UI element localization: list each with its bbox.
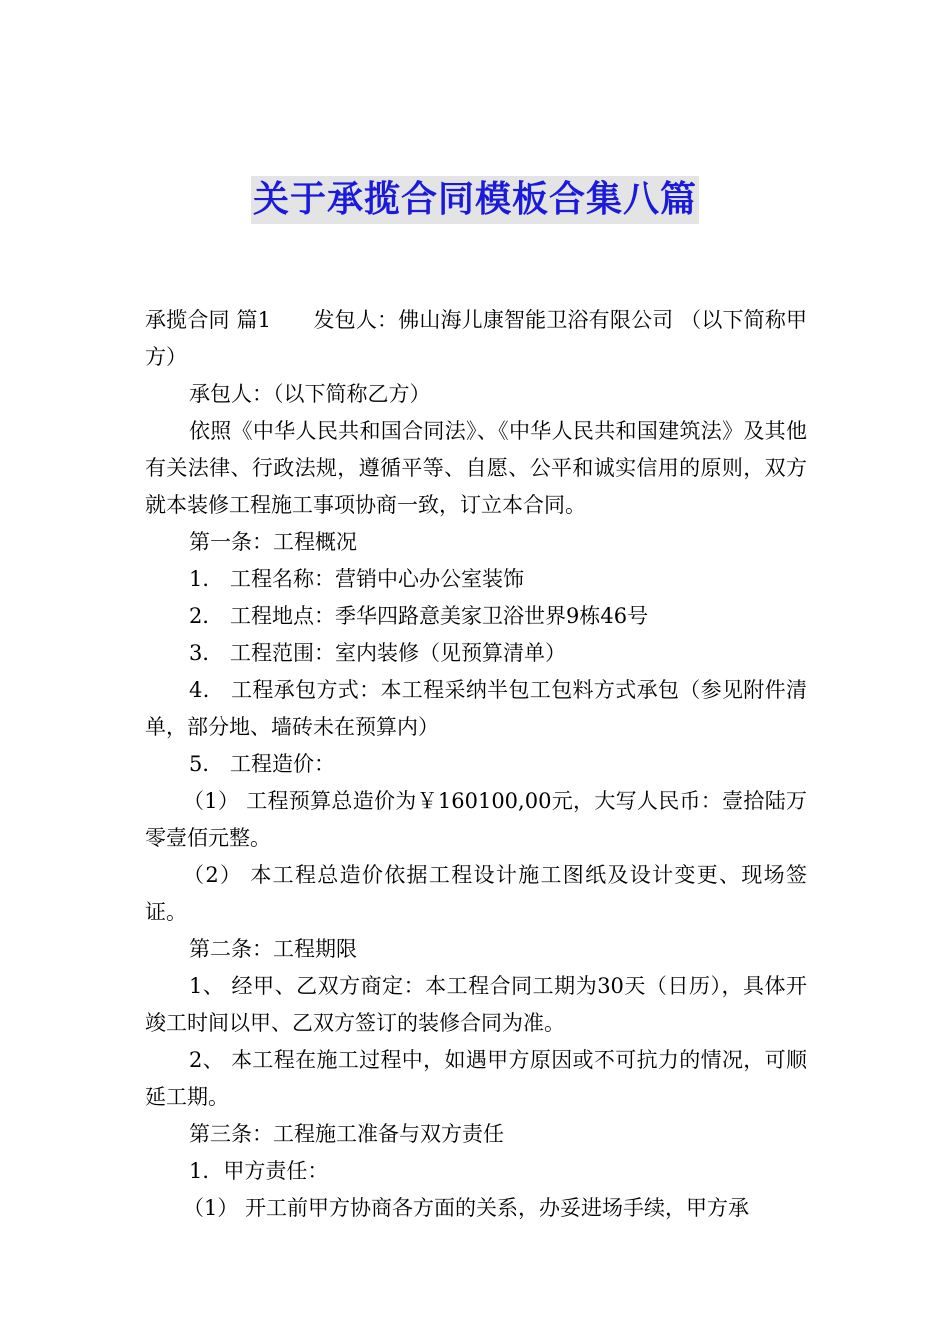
paragraph-3: 依照《中华人民共和国合同法》、《中华人民共和国建筑法》及其他有关法律、行政法规，遵循平等、自愿、公平和诚实信用的原则，双方就本装修工程施工事项协商一致，订立本合同。 <box>145 419 807 517</box>
paragraph-1: 承揽合同 篇1 发包人：佛山海儿康智能卫浴有限公司 （以下简称甲方） <box>145 308 807 369</box>
paragraph-11: （2） 本工程总造价依据工程设计施工图纸及设计变更、现场签证。 <box>145 863 807 924</box>
paragraph-7: 3． 工程范围：室内装修（见预算清单） <box>189 641 567 665</box>
section-heading-2: 第二条：工程期限 <box>189 937 357 961</box>
paragraph-16: 1．甲方责任： <box>189 1159 329 1183</box>
paragraph-8: 4． 工程承包方式：本工程采纳半包工包料方式承包（参见附件清单，部分地、墙砖未在预算内） <box>145 678 807 739</box>
paragraph-17: （1） 开工前甲方协商各方面的关系，办妥进场手续，甲方承 <box>183 1196 750 1220</box>
section-heading-1: 第一条：工程概况 <box>189 530 357 554</box>
document-body <box>145 302 807 1227</box>
paragraph-9: 5． 工程造价： <box>189 752 336 776</box>
paragraph-2: 承包人：（以下简称乙方） <box>189 382 431 406</box>
paragraph-5: 1． 工程名称：营销中心办公室装饰 <box>189 567 525 591</box>
section-heading-3: 第三条：工程施工准备与双方责任 <box>189 1122 504 1146</box>
title-container <box>0 176 950 224</box>
document-title: 关于承揽合同模板合集八篇 <box>251 176 699 224</box>
paragraph-6: 2． 工程地点：季华四路意美家卫浴世界9栋46号 <box>189 604 649 628</box>
paragraph-10: （1） 工程预算总造价为￥160100,00元，大写人民币：壹拾陆万零壹佰元整。 <box>145 789 807 850</box>
paragraph-13: 1、 经甲、乙双方商定：本工程合同工期为30天（日历），具体开竣工时间以甲、乙双方签订的装修合同为准。 <box>145 974 807 1035</box>
paragraph-14: 2、 本工程在施工过程中，如遇甲方原因或不可抗力的情况，可顺延工期。 <box>145 1048 807 1109</box>
